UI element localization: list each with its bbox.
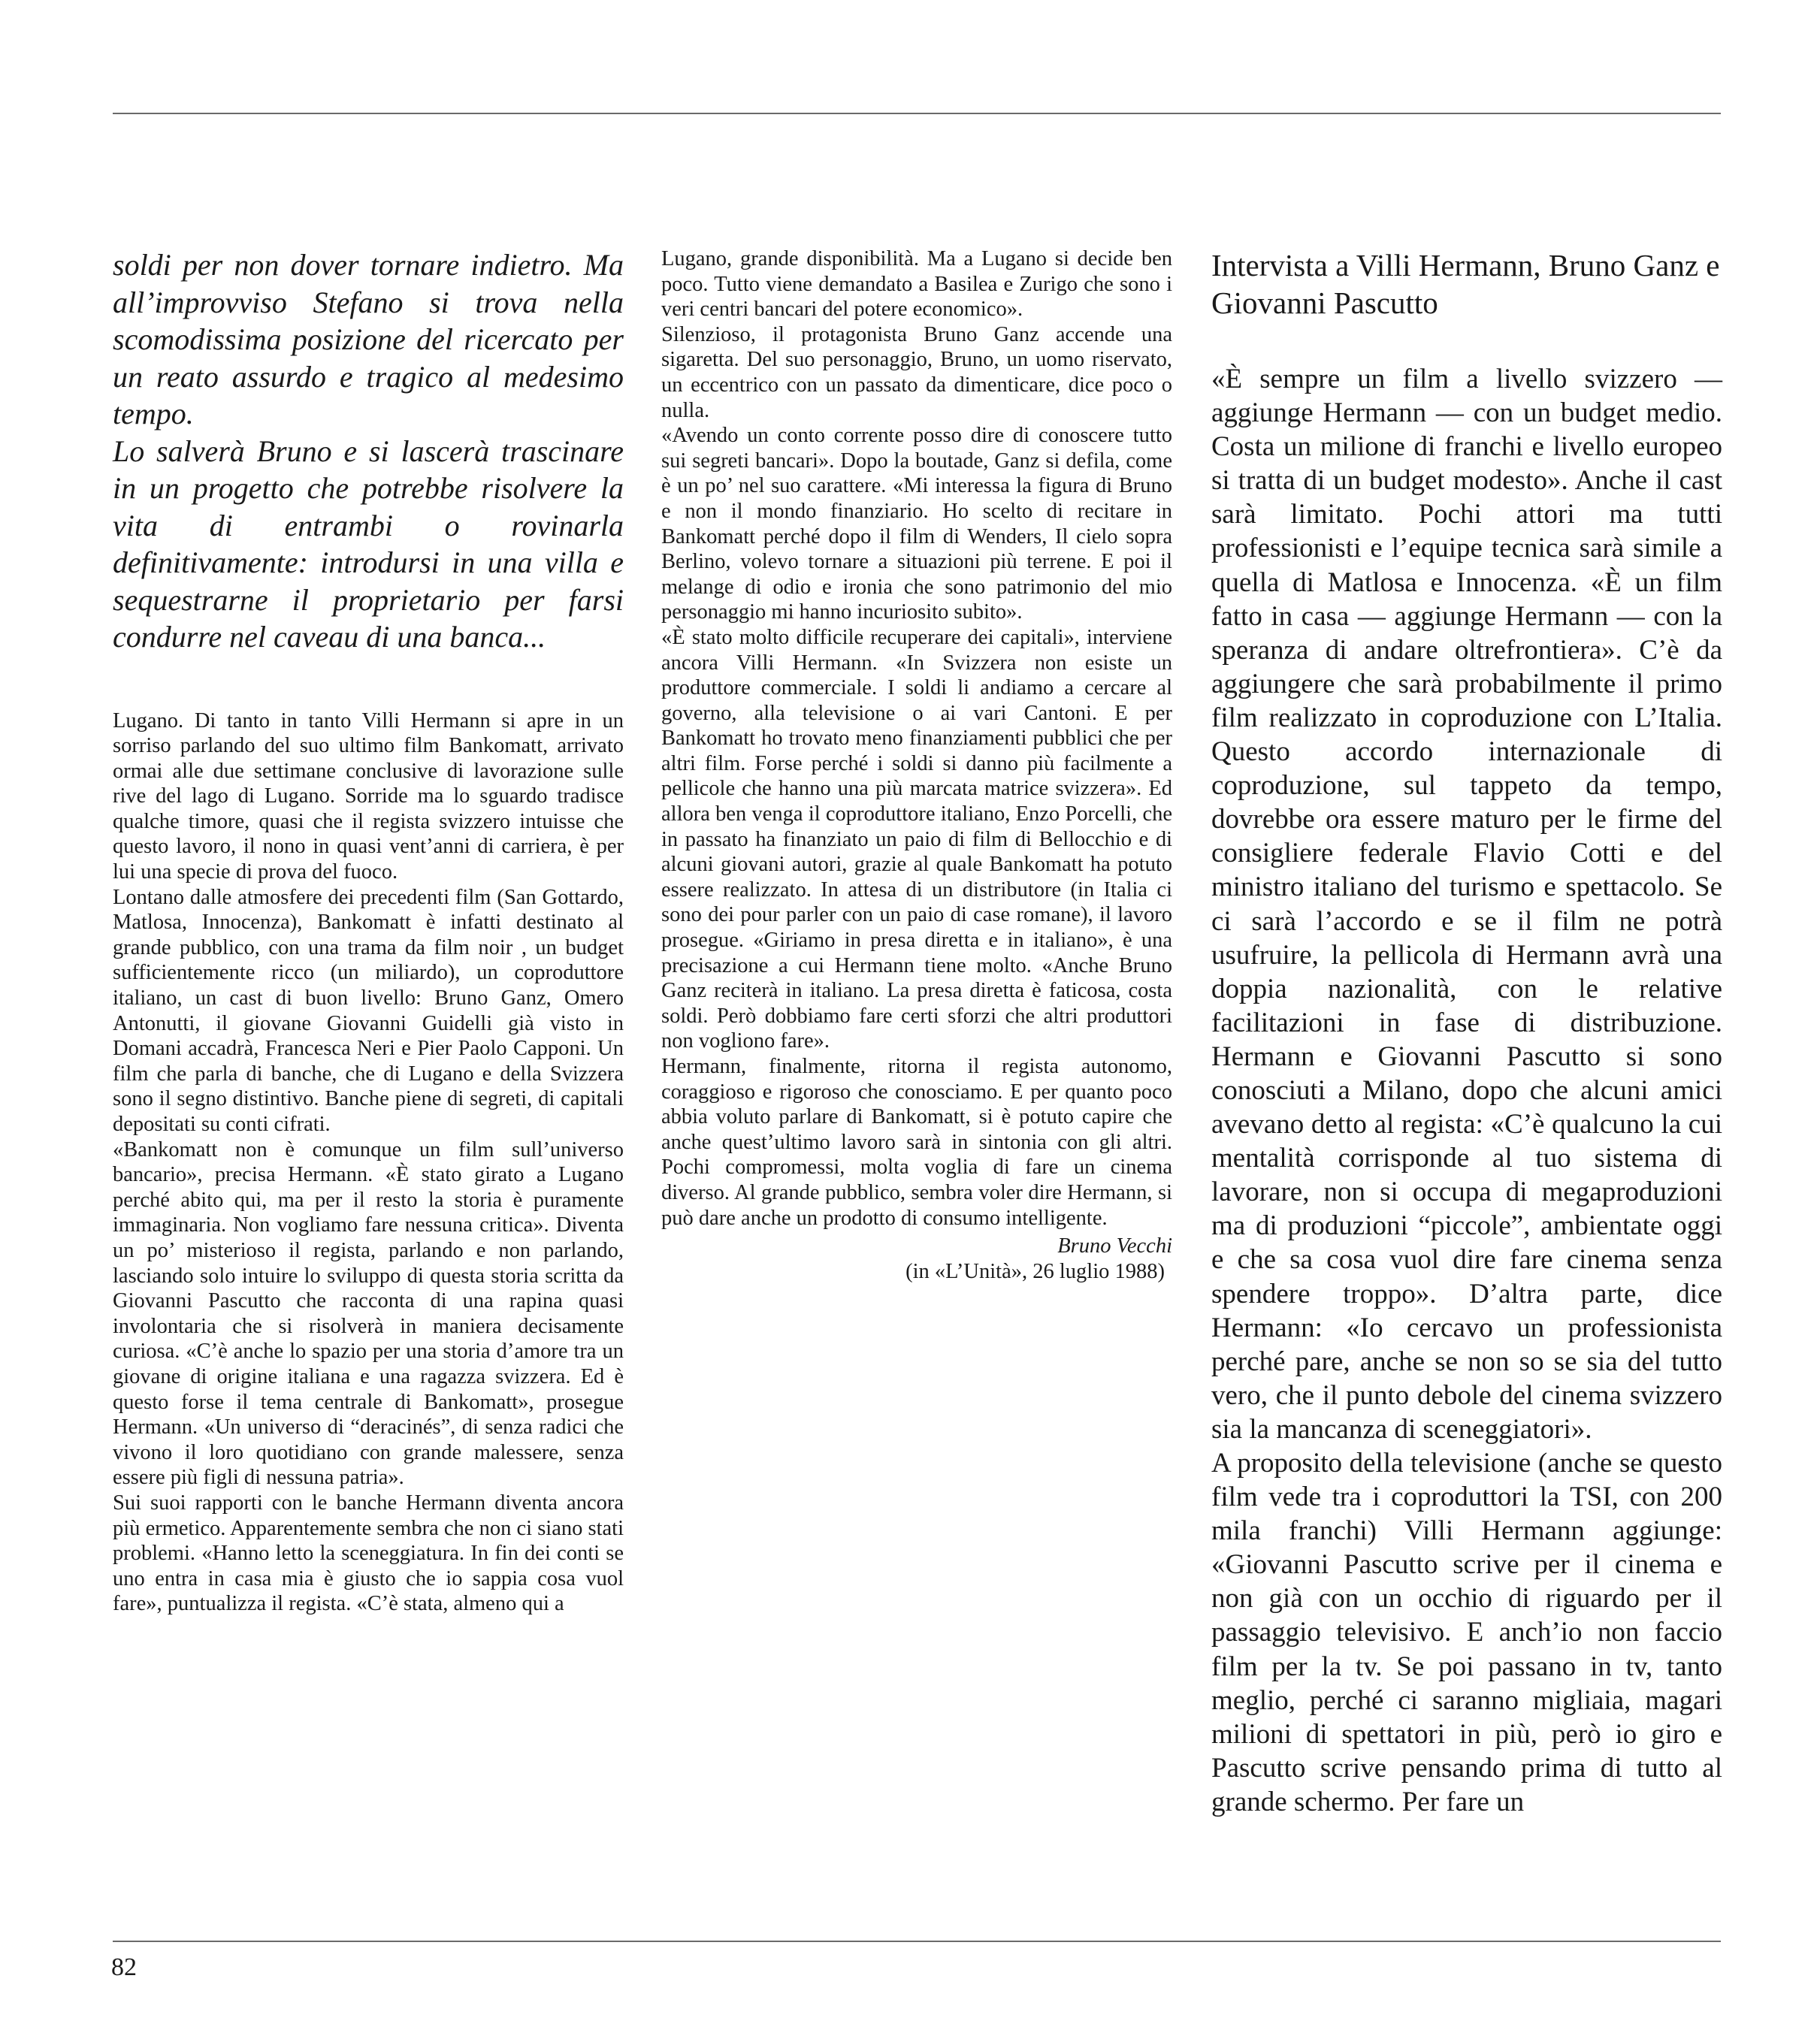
body-paragraph: «Bankomatt non è comunque un film sull’universo bancario», precisa Hermann. «È stato girato a Lugano perché abito qui, ma per il resto la storia è puramente immaginaria. Non vogliamo fare nessuna critica». Diventa un po’ misterioso il regista, parlando e non parlando, lasciando solo intuire lo sviluppo di questa storia scritta da Giovanni Pascutto che racconta di una rapina quasi involontaria che si risolverà in maniera decisamente curiosa. «C’è anche lo spazio per una storia d’amore tra un giovane di origine italiana e una ragazza svizzera. Ed è questo forse il tema centrale di Bankomatt», prosegue Hermann. «Un universo di “deracinés”, di senza radici che vivono il loro quotidiano con grande malessere, senza essere più figli di nessuna patria». [113, 1137, 624, 1490]
interview-heading: Intervista a Villi Hermann, Bruno Ganz e Giovanni Pascutto [1211, 248, 1720, 320]
body-paragraph: «Avendo un conto corrente posso dire di conoscere tutto sui segreti bancari». Dopo la boutade, Ganz si defila, come è un po’ nel suo carattere. «Mi interessa la figura di Bruno e non il mondo finanziario. Ho scelto di recitare in Bankomatt perché dopo il film di Wenders, Il cielo sopra Berlino, volevo tornare a situazioni più terrene. E poi il melange di odio e ironia che sono patrimonio del mio personaggio mi hanno incuriosito subito». [661, 424, 1172, 624]
body-paragraph: Silenzioso, il protagonista Bruno Ganz accende una sigaretta. Del suo personaggio, Bruno, un uomo riservato, un eccentrico con un passato da dimenticare, dice poco o nulla. [661, 322, 1172, 422]
author-name: Bruno Vecchi [1057, 1234, 1172, 1258]
body-paragraph: Hermann, finalmente, ritorna il regista autonomo, coraggioso e rigoroso che conosciamo. E per quanto poco abbia voluto parlare di Bankomatt, si è potuto capire che anche quest’ultimo lavoro sarà in sintonia con gli altri. Pochi compromessi, molta voglia di fare un cinema diverso. Al grande pubblico, sembra voler dire Hermann, si può dare anche un prodotto di consumo intelligente. [661, 1055, 1172, 1230]
body-paragraph: Lugano, grande disponibilità. Ma a Lugano si decide ben poco. Tutto viene demandato a Basilea e Zurigo che sono i veri centri bancari del potere economico». [661, 247, 1172, 322]
body-paragraph: Lugano. Di tanto in tanto Villi Hermann si apre in un sorriso parlando del suo ultimo film Bankomatt, arrivato ormai alle due settimane conclusive di lavorazione sulle rive del lago di Lugano. Sorride ma lo sguardo tradisce qualche timore, quasi che il regista svizzero intuisse che questo lavoro, il nono in quasi vent’anni di carriera, è per lui una specie di prova del fuoco. [113, 708, 624, 884]
body-paragraph: Lontano dalle atmosfere dei precedenti film (San Gottardo, Matlosa, Innocenza), Bankomatt è infatti destinato al grande pubblico, con una trama da film noir , un budget sufficientemente ricco (un miliardo), un coproduttore italiano, un cast di buon livello: Bruno Ganz, Omero Antonutti, il giovane Giovanni Guidelli già visto in Domani accadrà, Francesca Neri e Pier Paolo Capponi. Un film che parla di banche, che di Lugano e della Svizzera sono il segno distintivo. Banche piene di segreti, di capitali depositati su conti cifrati. [113, 885, 624, 1136]
intro-paragraph: soldi per non dover tornare indietro. Ma all’improvviso Stefano si trova nella scomodissima posizione del ricercato per un reato assurdo e tragico al medesimo tempo. [113, 248, 624, 430]
byline [661, 1234, 1172, 1284]
source-citation: (in «L’Unità», 26 luglio 1988) [905, 1259, 1165, 1283]
body-paragraph: «È stato molto difficile recuperare dei capitali», interviene ancora Villi Hermann. «In Svizzera non esiste un produttore commerciale. I soldi li andiamo a cercare al governo, alla televisione o ai vari Cantoni. E per Bankomatt ho trovato meno finanziamenti pubblici che per altri film. Forse perché i soldi si danno più facilmente a pellicole che hanno una più marcata matrice svizzera». Ed allora ben venga il coproduttore italiano, Enzo Porcelli, che in passato ha finanziato un paio di film di Bellocchio e di alcuni giovani autori, grazie al quale Bankomatt ha potuto essere realizzato. In attesa di un distributore (in Italia ci sono dei pour parler con un paio di case romane), il lavoro prosegue. «Giriamo in presa diretta e in italiano», è una precisazione a cui Hermann tiene molto. «Anche Bruno Ganz reciterà in italiano. La presa diretta è faticosa, costa soldi. Però dobbiamo fare certi sforzi che altri produttori non vogliono fare». [661, 625, 1172, 1053]
body-paragraph: Sui suoi rapporti con le banche Hermann diventa ancora più ermetico. Apparentemente sembra che non ci siano stati problemi. «Hanno letto la sceneggiatura. In fin dei conti se uno entra in casa mia è giusto che io sappia cosa vuol fare», puntualizza il regista. «C’è stata, almeno qui a [113, 1491, 624, 1616]
header-rule [113, 113, 1721, 114]
body-paragraph: «È sempre un film a livello svizzero — aggiunge Hermann — con un budget medio. Costa un milione di franchi e livello europeo si tratta di un budget modesto». Anche il cast sarà limitato. Pochi attori ma tutti professionisti e l’equipe tecnica sarà simile a quella di Matlosa e Innocenza. «È un film fatto in casa — aggiunge Hermann — con la speranza di andare oltrefrontiera». C’è da aggiungere che sarà probabilmente il primo film realizzato in coproduzione con L’Italia. Questo accordo internazionale di coproduzione, sul tappeto da tempo, dovrebbe ora essere maturo per le firme del consigliere federale Flavio Cotti e del ministro italiano del turismo e spettacolo. Se ci sarà l’accordo e se il film ne potrà usufruire, la pellicola di Hermann avrà una doppia nazionalità, con le relative facilitazioni in fase di distribuzione. Hermann e Giovanni Pascutto si sono conosciuti a Milano, dopo che alcuni amici avevano detto al regista: «C’è qualcuno la cui mentalità corrisponde al tuo sistema di lavorare, non si occupa di megaproduzioni ma di produzioni “piccole”, ambientate oggi e che sa cosa vuol dire fare cinema senza spendere troppo». D’altra parte, dice Hermann: «Io cercavo un professionista perché pare, anche se non so se sia del tutto vero, che il punto debole del cinema svizzero sia la mancanza di sceneggiatori». [1211, 364, 1722, 1445]
page-number: 82 [111, 1953, 137, 1981]
intro-paragraph: Lo salverà Bruno e si lascerà trascinare in un progetto che potrebbe risolvere la vita di entrambi o rovinarla definitivamente: introdursi in una villa e sequestrarne il proprietario per farsi condurre nel caveau di una banca... [113, 433, 624, 654]
body-paragraph: A proposito della televisione (anche se questo film vede tra i coproduttori la TSI, con 200 mila franchi) Villi Hermann aggiunge: «Giovanni Pascutto scrive per il cinema e non già con un occhio di riguardo per il passaggio televisivo. E anch’io non faccio film per la tv. Se poi passano in tv, tanto meglio, perché ci saranno migliaia, magari milioni di spettatori in più, però io giro e Pascutto scrive pensando prima di tutto al grande schermo. Per fare un [1211, 1448, 1722, 1817]
article-body [113, 708, 624, 1617]
column-middle [661, 246, 1172, 1284]
column-left [113, 246, 624, 1617]
column-right [1211, 246, 1722, 1819]
intro-synopsis [113, 246, 624, 656]
footer-rule [113, 1941, 1721, 1942]
